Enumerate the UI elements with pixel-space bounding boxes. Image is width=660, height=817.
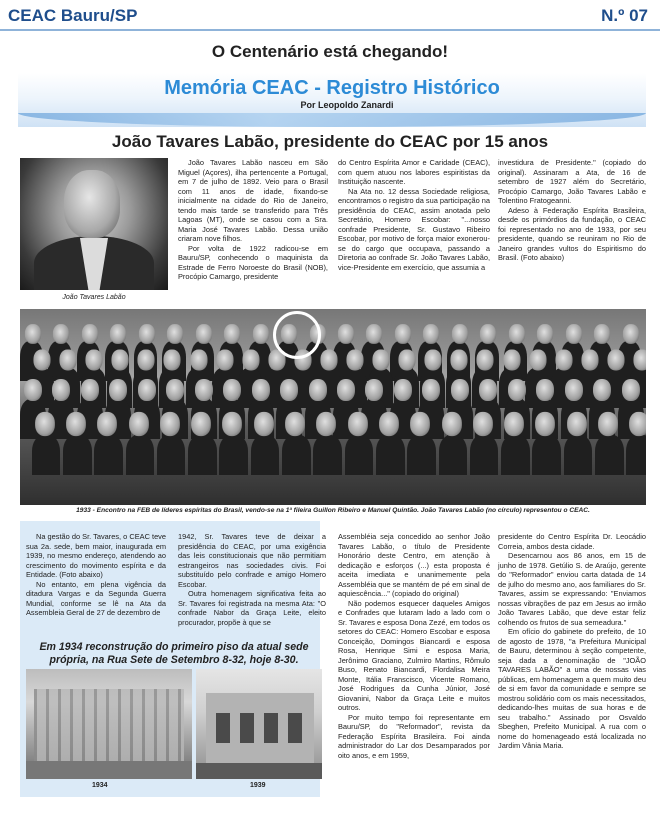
paragraph: do Centro Espírita Amor e Caridade (CEAC), com quem atuou nos labores espiritistas da Instituição nascente. [338, 158, 490, 186]
paragraph: Outra homenagem significativa feita ao Sr. Tavares foi registrada na mesma Ata: "O confrade Nabor da Graça Leite, eleito procurador, propõe à que se [178, 589, 326, 627]
paragraph: 1942, Sr. Tavares teve de deixar a presidência do CEAC, por uma exigência das leis constitucionais que não permitiam estrangeiros nas sociedades civis. Foi substituído pelo confrade e amigo Homero Escobar. [178, 532, 326, 589]
lower-column-2 [178, 532, 326, 627]
person-head [598, 412, 618, 436]
portrait-photo [20, 158, 168, 290]
person-head [348, 412, 368, 436]
person-body [282, 435, 311, 475]
person-head [479, 379, 497, 401]
person-head [285, 412, 305, 436]
person-head [110, 324, 126, 344]
person-head [394, 379, 412, 401]
person-head [33, 350, 50, 371]
person-head [320, 350, 337, 371]
person-head [529, 350, 546, 371]
person-head [567, 412, 587, 436]
person-head [224, 324, 240, 344]
paragraph: Assembléia seja concedido ao senhor João Tavares Labão, o título de Presidente Honorário deste Centro, em atenção à dedicação e esforços (...) esta proposta é aceita imediata e unanimemente pela Assembléia que se mantém de pé em sinal de aquiescência..." (copiado do original) [338, 532, 490, 598]
person-head [82, 324, 98, 344]
person-head [223, 379, 241, 401]
construction-structure [34, 689, 184, 769]
person-head [423, 324, 439, 344]
paragraph: Desencarnou aos 86 anos, em 15 de junho de 1978. Getúlio S. de Araújo, gerente do "Reformador" enviou carta datada de 14 de julho do mesmo ano, aos familiares do Sr. Tavares, assim se expressando: "Enviamos nossas vibrações de paz em Jesus ao irmão João Tavares Labão, que deve estar feliz colhendo os frutos de sua semeadura." [498, 551, 646, 627]
person-head [216, 350, 233, 371]
person-body [94, 435, 123, 475]
person-head [509, 324, 525, 344]
person-head [395, 324, 411, 344]
portrait-caption: João Tavares Labão [62, 294, 126, 301]
page-header [0, 0, 660, 32]
person-head [112, 350, 129, 371]
building-door [288, 713, 302, 743]
header-rule [0, 29, 660, 31]
person-head [508, 379, 526, 401]
person-head [536, 379, 554, 401]
person-head [379, 412, 399, 436]
person-head [280, 379, 298, 401]
person-head [633, 350, 646, 371]
article-column-1 [178, 158, 328, 282]
lower-column-4 [498, 532, 646, 751]
person-body [157, 435, 186, 475]
person-head [629, 412, 646, 436]
building-photo-1934 [26, 669, 192, 779]
person-head [139, 324, 155, 344]
person-head [35, 412, 55, 436]
paragraph: Na gestão do Sr. Tavares, o CEAC teve sua 2a. sede, bem maior, inaugurada em 1939, no mesmo endereço, atendendo ao crescimento do movimento espírita e da Entidade. (Foto abaixo) [26, 532, 166, 579]
person-head [504, 412, 524, 436]
person-body [32, 435, 61, 475]
person-body [376, 435, 405, 475]
person-head [503, 350, 520, 371]
person-head [566, 324, 582, 344]
person-head [425, 350, 442, 371]
person-head [622, 324, 638, 344]
person-head [109, 379, 127, 401]
person-head [410, 412, 430, 436]
person-body [407, 435, 436, 475]
person-body [188, 435, 217, 475]
publication-title: CEAC Bauru/SP [8, 6, 138, 25]
person-head [166, 379, 184, 401]
paragraph: Em ofício do gabinete do prefeito, de 10 de agosto de 1978, "a Prefeitura Municipal de Bauru, determinou à seção competente, seja dada a denominação de "JOÃO TAVARES LABÃO" a uma de nossas vias públicas, em homenagem a quem muito deu de si em favor da comunidade e sempre se mostrou solidário com os mais necessitados, dedicando-lhes muitas de sua horas e de seu trabalho." Assinado por Osvaldo Sbeghen, Prefeito Municipal. A rua com o nome do homenageado está localizada no Jardim Vânia Maria. [498, 627, 646, 750]
person-head [537, 324, 553, 344]
person-head [167, 324, 183, 344]
building-photo-1939 [196, 669, 322, 779]
ground [26, 761, 192, 779]
person-head [52, 379, 70, 401]
person-body [126, 435, 155, 475]
person-head [196, 324, 212, 344]
person-body [251, 435, 280, 475]
reconstruction-caption: Em 1934 reconstrução do primeiro piso da atual sede própria, na Rua Sete de Setembro 8-32, hoje 8-30. [39, 641, 309, 666]
person-head [138, 350, 155, 371]
building-door [216, 713, 230, 743]
person-head [422, 379, 440, 401]
person-body [626, 435, 646, 475]
person-head [480, 324, 496, 344]
person-body [532, 435, 561, 475]
paragraph: No entanto, em plena vigência da ditadura Vargas e da Segunda Guerra Mundial, conforme se lê na Ata da Assembleia Geral de 27 de dezembro de [26, 579, 166, 617]
person-body [219, 435, 248, 475]
lower-column-3 [338, 532, 490, 760]
person-body [63, 435, 92, 475]
person-head [316, 412, 336, 436]
person-head [373, 350, 390, 371]
person-head [97, 412, 117, 436]
banner-swoosh [18, 113, 646, 127]
person-head [138, 379, 156, 401]
paragraph: presidente do Centro Espírita Dr. Leocádio Correia, ambos desta cidade. [498, 532, 646, 551]
person-head [346, 350, 363, 371]
paragraph: João Tavares Labão nasceu em São Miguel (Açores), ilha pertencente a Portugal, em 7 de julho de 1892. Veio para o Brasil com 11 anos de idade, fixando-se inicialmente na cidade do Rio de Janeiro, tendo mais tarde se transferido para Três Lagoas (MT), onde se casou com a Sra. Maria José Tavares Labão. Dessa união criaram nove filhos. [178, 158, 328, 243]
person-body [564, 435, 593, 475]
person-head [622, 379, 640, 401]
section-banner [18, 73, 646, 127]
person-head [53, 324, 69, 344]
person-head [81, 379, 99, 401]
street [196, 763, 322, 779]
paragraph: Não podemos esquecer daqueles Amigos e Confrades que lutaram lado a lado com o Sr. Tavares e esposa Dona Zezé, em todos os setores do CEAC: Homero Escobar e esposa Conceição, Domingos Biancardi e esposa Rosa, Henrique Simi e esposa Maria, Jerônimo Graciano, Zulmiro Martins, Rômulo Buso, Renato Biancardi, Flordalisa Meira Monte, Itália Franscisco, Vicente Romano, José Rodrigues da Cunha Júnior, José Giovanini, Nabor da Graça Leite e muitos outros. [338, 598, 490, 712]
person-head [195, 379, 213, 401]
person-head [477, 350, 494, 371]
person-head [366, 324, 382, 344]
paragraph: investidura de Presidente." (copiado do original). Assinaram a Ata, de 16 de setembro de 1927 além do Secretário, Procópio Camargo, João Tavares Labão e Tolentino Fratogeanni. [498, 158, 646, 205]
banner-title: Memória CEAC - Registro Histórico [164, 77, 500, 99]
person-head [24, 379, 42, 401]
person-head [442, 412, 462, 436]
person-head [565, 379, 583, 401]
person-head [252, 379, 270, 401]
person-head [309, 379, 327, 401]
article-column-2 [338, 158, 490, 272]
person-body [595, 435, 624, 475]
person-head [164, 350, 181, 371]
person-head [607, 350, 624, 371]
person-head [254, 412, 274, 436]
person-head [452, 324, 468, 344]
person-head [451, 379, 469, 401]
person-body [501, 435, 530, 475]
article-column-3 [498, 158, 646, 263]
person-head [191, 412, 211, 436]
person-head [160, 412, 180, 436]
article-headline: João Tavares Labão, presidente do CEAC por 15 anos [111, 132, 549, 151]
banner-byline: Por Leopoldo Zanardi [300, 100, 394, 110]
person-body [313, 435, 342, 475]
person-head [338, 324, 354, 344]
paragraph: Por volta de 1922 radicou-se em Bauru/SP, conhecendo o maquinista da Estrade de Ferro Noroeste do Brasil (NOB), Procópio Camargo, presidente [178, 243, 328, 281]
building-door [240, 713, 254, 743]
person-head [581, 350, 598, 371]
person-head [536, 412, 556, 436]
person-head [337, 379, 355, 401]
person-head [86, 350, 103, 371]
paragraph: Por muito tempo foi representante em Bauru/SP, do "Reformador", revista da Federação Espírita Brasileira. Foi ainda administrador do Lar dos Desamparados por oito anos, e em 1959, [338, 712, 490, 760]
person-head [253, 324, 269, 344]
person-body [439, 435, 468, 475]
person-head [399, 350, 416, 371]
photo-year-label: 1939 [250, 782, 266, 789]
person-head [594, 324, 610, 344]
portrait-head [64, 170, 120, 238]
person-head [451, 350, 468, 371]
centenario-heading: O Centenário está chegando! [211, 42, 449, 61]
person-head [66, 412, 86, 436]
person-body [345, 435, 374, 475]
paragraph: Na Ata no. 12 dessa Sociedade religiosa, encontramos o registro da sua participação na presidência do CEAC, assim anotada pelo Secretário, Homero Escobar: "...nosso confrade Presidente, Sr. Gustavo Ribeiro Escobar, por motivo de força maior exonerou-se do cargo que occupava, passando a Diretoria ao confrade Sr. João Tavares Labão, vice-Presidente em exercício, que assumia a [338, 186, 491, 272]
paragraph: Adeso à Federação Espírita Brasileira, desde os primórdios da fundação, o CEAC foi representado no ano de 1933, por seu presidente, quando se reuniram no Rio de Janeiro grandes vultos do Espiritismo do Brasil. (Foto abaixo) [498, 205, 646, 262]
group-photo-1933 [20, 309, 646, 505]
person-head [223, 412, 243, 436]
person-head [593, 379, 611, 401]
issue-number: N.º 07 [601, 6, 648, 25]
person-head [129, 412, 149, 436]
person-head [242, 350, 259, 371]
building-door [264, 713, 278, 743]
person-head [365, 379, 383, 401]
group-photo-caption: 1933 - Encontro na FEB de líderes espíritas do Brasil, vendo-se na 1ª fileira Guillon Ribeiro e Manuel Quintão. João Tavares Labão (no círculo) representou o CEAC. [76, 507, 590, 514]
person-head [473, 412, 493, 436]
person-head [60, 350, 77, 371]
person-body [470, 435, 499, 475]
person-head [25, 324, 41, 344]
photo-year-label: 1934 [92, 782, 108, 789]
person-head [190, 350, 207, 371]
person-head [555, 350, 572, 371]
highlight-circle [273, 311, 321, 359]
lower-column-1 [26, 532, 166, 618]
